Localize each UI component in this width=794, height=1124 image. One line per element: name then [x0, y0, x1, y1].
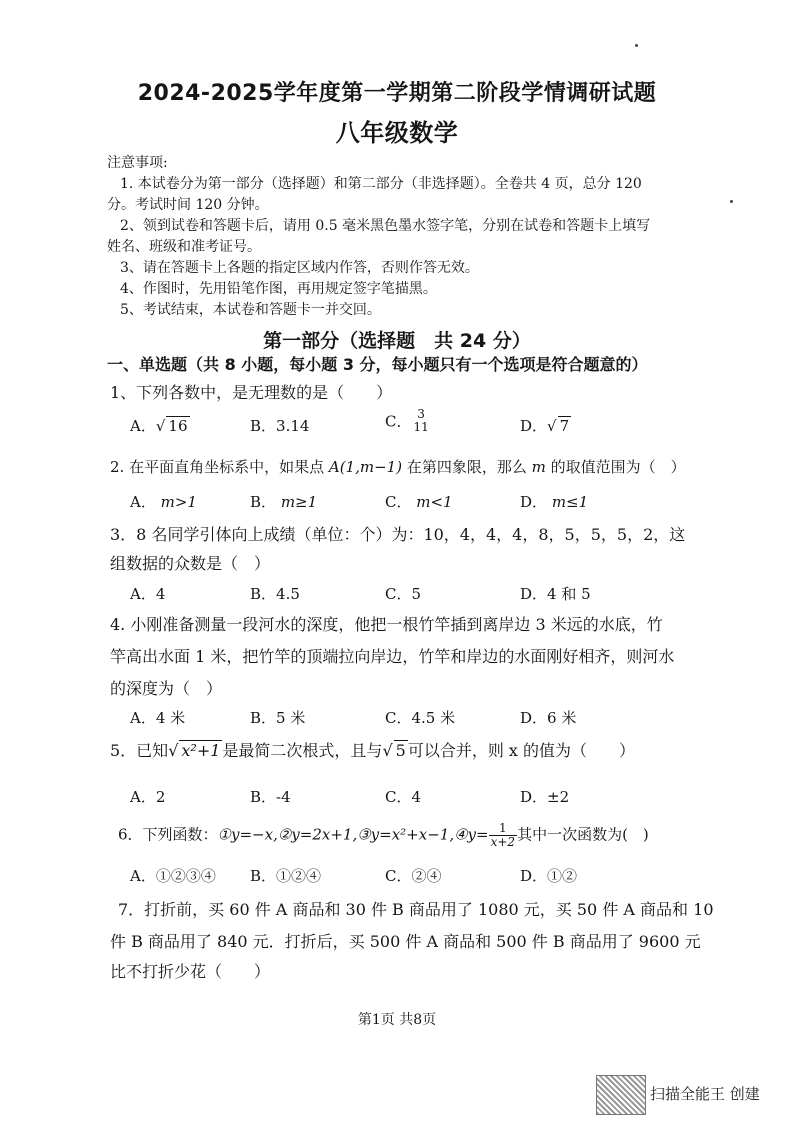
fraction — [489, 822, 517, 849]
q6-option-a: A．①②③④ — [130, 867, 216, 885]
part-heading: 一、单选题（共 8 小题，每小题 3 分，每小题只有一个选项是符合题意的） — [107, 355, 648, 374]
q5-stem-post: 可以合并，则 x 的值为（ ） — [407, 741, 636, 760]
denominator: 11 — [413, 420, 429, 435]
q5-stem-pre: 5．已知 — [110, 741, 169, 760]
numerator: 1 — [489, 822, 517, 836]
option-expr: m≥1 — [280, 493, 318, 511]
q3-stem-line-1: 3．8 名同学引体向上成绩（单位：个）为：10，4，4，4，8，5，5，5，2，这 — [110, 525, 686, 544]
q4-stem-line-3: 的深度为（ ） — [110, 679, 223, 698]
option-expr: m>1 — [160, 493, 197, 511]
option-label: C． — [385, 412, 412, 431]
option-label: D． — [520, 493, 548, 511]
q4-option-a: A．4 米 — [130, 709, 186, 727]
q2-option-d — [520, 491, 588, 512]
note-line-7: 5、考试结束，本试卷和答题卡一并交回。 — [120, 302, 381, 318]
q2-variable: m — [531, 458, 546, 476]
q6-option-b: B．①②④ — [250, 867, 322, 885]
q1-option-c — [385, 408, 431, 434]
q6-function-4: ④y= — [454, 825, 489, 844]
q5-option-c: C．4 — [385, 788, 422, 806]
q6-function-2: ②y=2x+1, — [277, 825, 358, 844]
q5-option-b: B．-4 — [250, 788, 291, 806]
scanner-watermark: 扫描全能王 创建 — [650, 1085, 760, 1103]
q5-radicand-2: 5 — [395, 741, 406, 760]
q6-option-c: C．②④ — [385, 867, 442, 885]
q5-option-d: D．±2 — [520, 788, 570, 806]
q1-option-d: D．√ 7 — [520, 417, 570, 435]
q3-option-a: A．4 — [130, 585, 166, 603]
q1-stem: 1、下列各数中，是无理数的是（ ） — [110, 383, 393, 402]
q5-stem: 5．已知√ x²+1 是最简二次根式，且与√ 5 可以合并，则 x 的值为（ ） — [110, 741, 636, 760]
scan-speck — [730, 200, 733, 203]
q6-option-d: D．①② — [520, 867, 578, 885]
denominator: x+2 — [490, 835, 516, 850]
q4-stem-line-2: 竿高出水面 1 米，把竹竿的顶端拉向岸边，竹竿和岸边的水面刚好相齐，则河水 — [110, 647, 675, 666]
note-line-1: 1. 本试卷分为第一部分（选择题）和第二部分（非选择题）。全卷共 4 页，总分 120 — [120, 176, 642, 192]
q7-stem-line-2: 件 B 商品用了 840 元．打折后，买 500 件 A 商品和 500 件 B 商品用了 9600 元 — [110, 932, 701, 951]
note-line-3: 2、领到试卷和答题卡后，请用 0.5 毫米黑色墨水签字笔，分别在试卷和答题卡上填写 — [120, 218, 651, 234]
q1-option-b: B．3.14 — [250, 417, 310, 435]
q5-option-a: A．2 — [130, 788, 166, 806]
note-line-6: 4、作图时，先用铅笔作图，再用规定签字笔描黑。 — [120, 281, 437, 297]
q2-stem — [110, 456, 686, 477]
q2-stem-mid: 在第四象限，那么 — [402, 458, 532, 476]
q4-option-d: D．6 米 — [520, 709, 577, 727]
q2-stem-pre: 2. 在平面直角坐标系中，如果点 — [110, 458, 329, 476]
option-label: A． — [130, 417, 156, 435]
q6-stem-post: 其中一次函数为( ) — [517, 825, 649, 844]
option-label: D． — [520, 417, 548, 435]
option-label: B． — [250, 493, 277, 511]
q3-option-c: C．5 — [385, 585, 422, 603]
q2-option-b — [250, 491, 317, 512]
q2-stem-post: 的取值范围为（ ） — [545, 458, 686, 476]
q2-option-c — [385, 491, 453, 512]
q6-function-3: ③y=x²+x−1, — [357, 825, 455, 844]
q5-stem-mid: 是最简二次根式，且与 — [222, 741, 383, 760]
qr-code-icon — [596, 1075, 646, 1115]
option-expr: m<1 — [416, 493, 453, 511]
q5-radicand-1: x²+1 — [181, 741, 221, 760]
note-line-2: 分。考试时间 120 分钟。 — [107, 197, 269, 213]
note-line-4: 姓名、班级和准考证号。 — [107, 239, 261, 255]
option-label: C． — [385, 493, 412, 511]
option-label: A． — [130, 493, 156, 511]
q6-function-1: ①y=−x, — [217, 825, 278, 844]
exam-subtitle: 八年级数学 — [335, 119, 459, 147]
radicand: 7 — [559, 417, 570, 435]
q7-stem-line-1: 7．打折前，买 60 件 A 商品和 30 件 B 商品用了 1080 元，买 50 件 A 商品和 10 — [118, 900, 714, 919]
q3-option-b: B．4.5 — [250, 585, 300, 603]
q6-stem-pre: 6．下列函数： — [118, 825, 218, 844]
q3-stem-line-2: 组数据的众数是（ ） — [110, 554, 271, 573]
notes-heading: 注意事项: — [107, 155, 168, 171]
q4-option-c: C．4.5 米 — [385, 709, 456, 727]
note-line-5: 3、请在答题卡上各题的指定区域内作答，否则作答无效。 — [120, 260, 479, 276]
q6-stem — [118, 822, 649, 849]
option-expr: m≤1 — [551, 493, 589, 511]
scan-speck — [635, 44, 638, 47]
page-footer: 第1页 共8页 — [357, 1012, 437, 1028]
q2-point: A(1,m−1) — [328, 458, 403, 476]
fraction — [411, 408, 430, 434]
q4-option-b: B．5 米 — [250, 709, 306, 727]
radicand: 16 — [168, 417, 188, 435]
q3-option-d: D．4 和 5 — [520, 585, 591, 603]
numerator: 3 — [417, 407, 425, 421]
q2-option-a — [130, 491, 197, 512]
q7-stem-line-3: 比不打折少花（ ） — [110, 962, 271, 981]
q4-stem-line-1: 4. 小刚准备测量一段河水的深度，他把一根竹竿插到离岸边 3 米远的水底，竹 — [110, 615, 663, 634]
exam-title: 2024-2025学年度第一学期第二阶段学情调研试题 — [137, 81, 657, 106]
section-title: 第一部分（选择题 共 24 分） — [263, 330, 531, 352]
q1-option-a: A．√ 16 — [130, 417, 188, 435]
